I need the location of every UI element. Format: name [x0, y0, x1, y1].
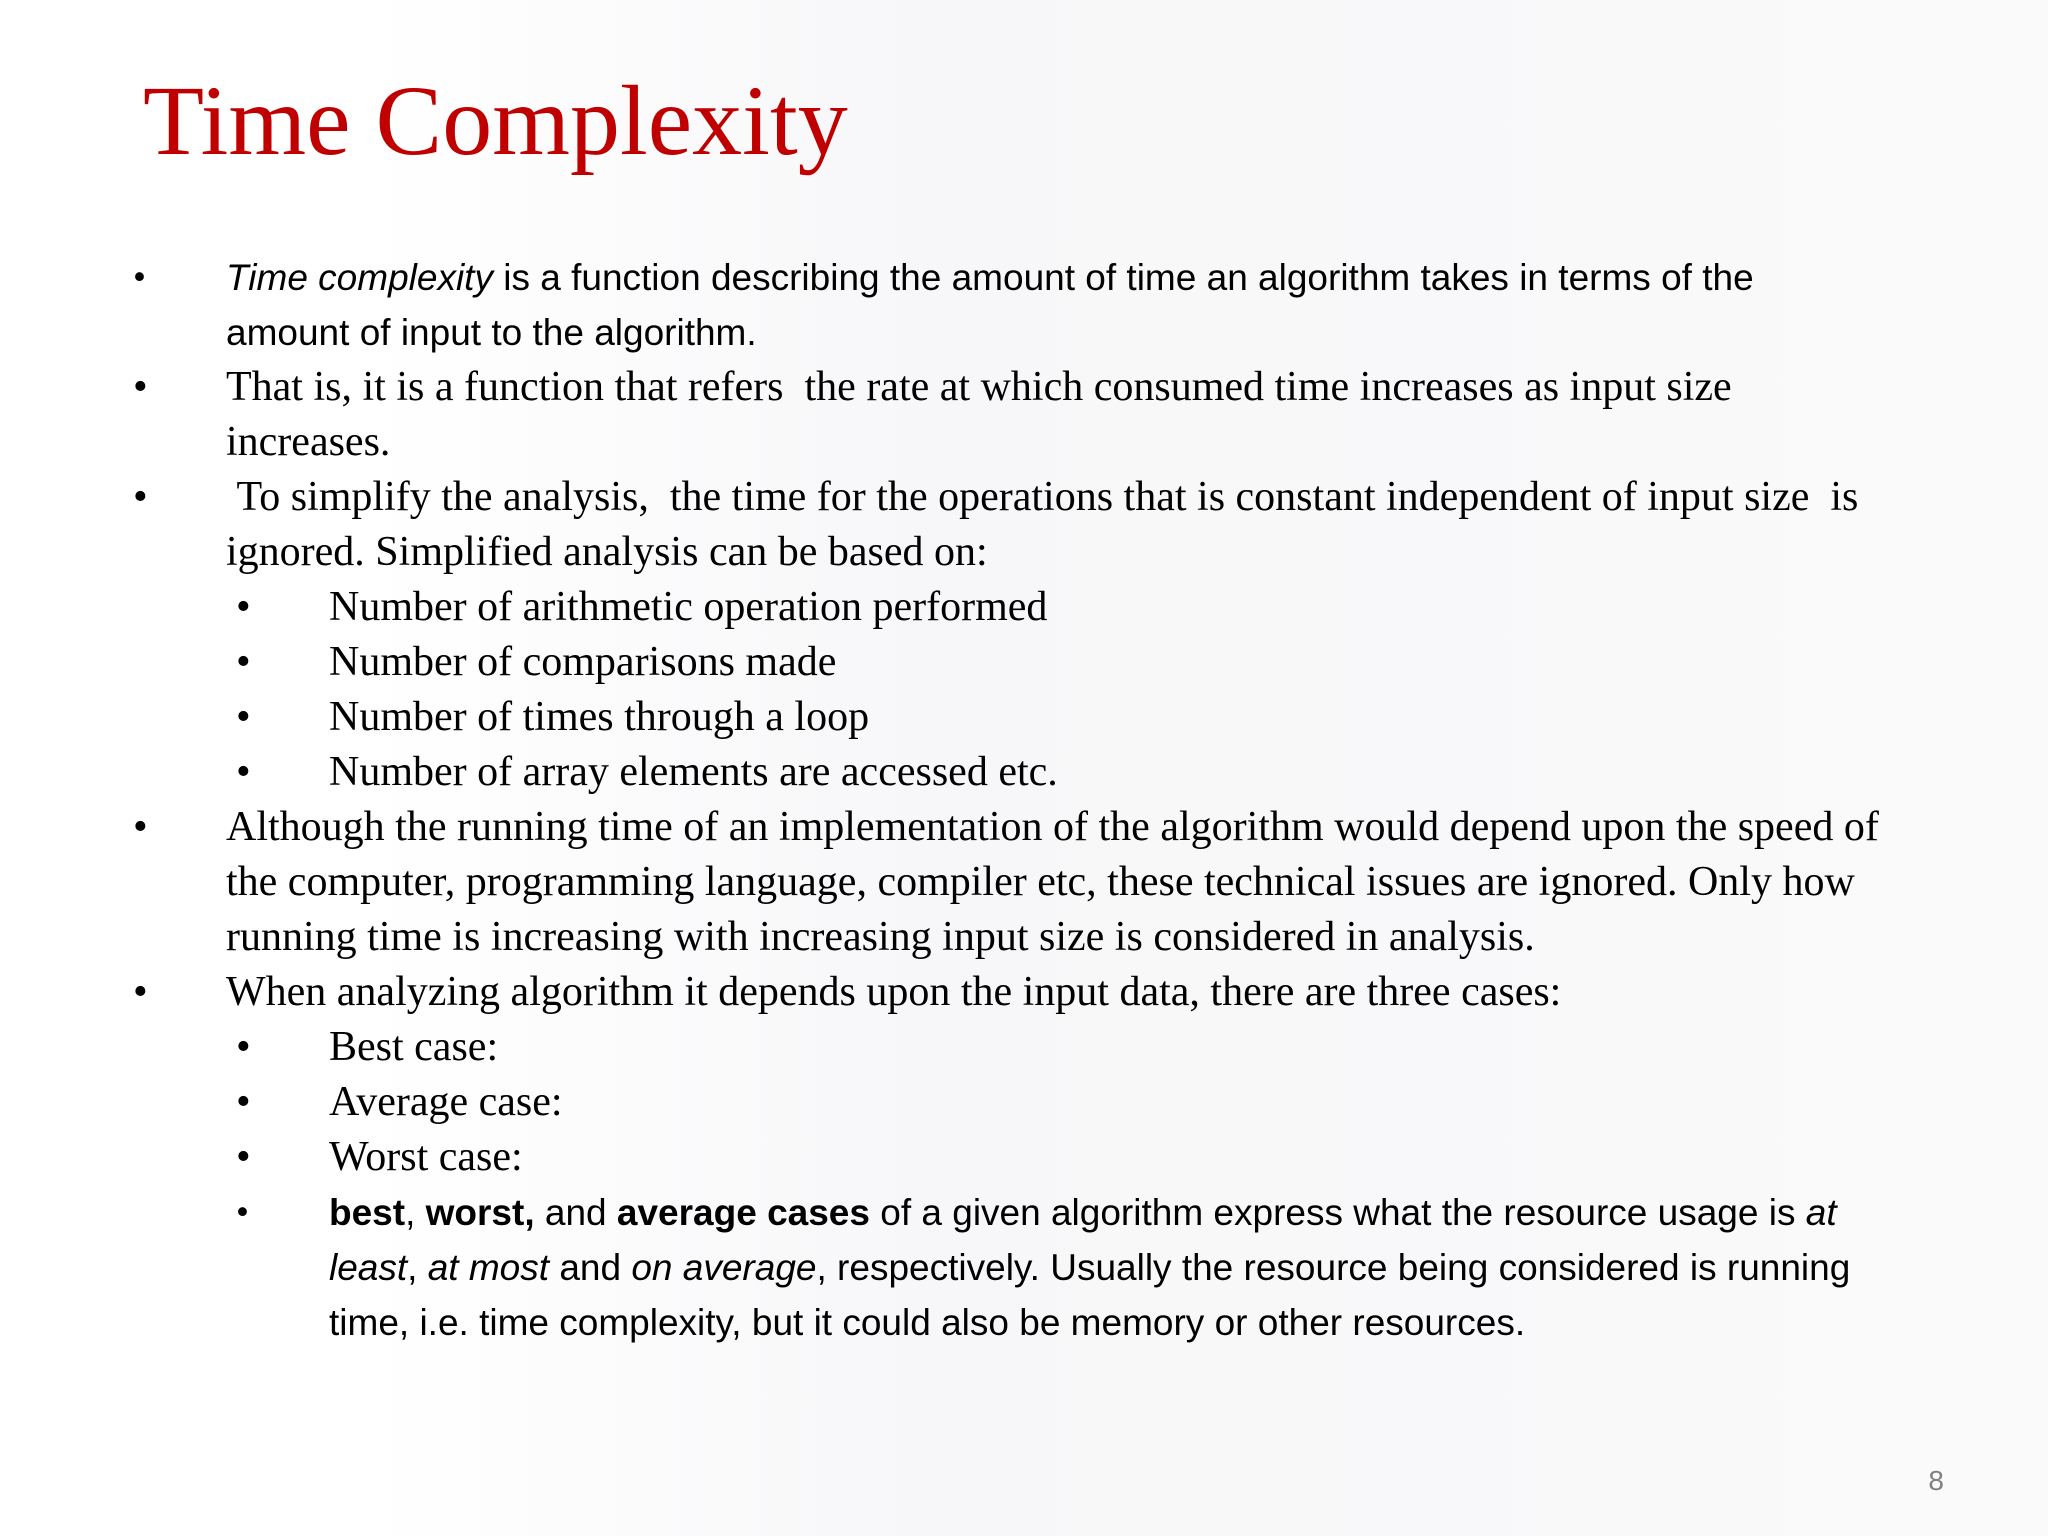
bullet-dot: • [236, 1192, 249, 1233]
sub-bullet-comparisons: • Number of comparisons made [0, 635, 1894, 690]
bullet-dot: • [133, 969, 148, 1015]
bullet-dot: • [133, 804, 148, 850]
bullet-dot: • [236, 694, 251, 740]
page-number: 8 [1928, 1465, 1944, 1496]
bullet-rate-of-growth: • That is, it is a function that refers the rate at which consumed time increases as input size increases. [0, 360, 1886, 470]
bullet-dot: • [236, 584, 251, 630]
bullet-dot: • [236, 1024, 251, 1070]
bullet-time-complexity-definition: • Time complexity is a function describing the amount of time an algorithm takes in terms of the amount of input to the algorithm. [0, 250, 1886, 360]
bullet-list [0, 250, 2048, 1350]
sub-bullet-loop: • Number of times through a loop [0, 690, 1894, 745]
slide-title: Time Complexity [143, 65, 848, 176]
sub-bullet-best-case: • Best case: [0, 1020, 1894, 1075]
bullet-dot: • [236, 639, 251, 685]
sub-bullet-array-access: • Number of array elements are accessed etc. [0, 745, 1894, 800]
bullet-dot: • [133, 257, 146, 298]
bullet-three-cases: • When analyzing algorithm it depends upon the input data, there are three cases: [0, 965, 1886, 1020]
sub-bullet-worst-case: • Worst case: [0, 1130, 1894, 1185]
bullet-dot: • [236, 1134, 251, 1180]
bullet-dot: • [236, 749, 251, 795]
bullet-simplify-analysis: • To simplify the analysis, the time for the operations that is constant independent of input size is ignored. Simplified analysis can be based on: [0, 470, 1886, 580]
sub-bullet-arithmetic: • Number of arithmetic operation performed [0, 580, 1894, 635]
sub-bullet-cases-explanation: • best, worst, and average cases of a given algorithm express what the resource usage is at least, at most and on average, respectively. Usually the resource being considered is running time, i.e. time complexity, but it could also be memory or other resources. [0, 1185, 1894, 1350]
bullet-dot: • [133, 474, 148, 520]
term-time-complexity: Time complexity [226, 257, 493, 298]
bullet-dot: • [133, 364, 148, 410]
bullet-technical-issues: • Although the running time of an implementation of the algorithm would depend upon the speed of the computer, programming language, compiler etc, these technical issues are ignored. Only how running time is increasing with increasing input size is considered in analysis. [0, 800, 1886, 965]
sub-bullet-average-case: • Average case: [0, 1075, 1894, 1130]
bullet-dot: • [236, 1079, 251, 1125]
